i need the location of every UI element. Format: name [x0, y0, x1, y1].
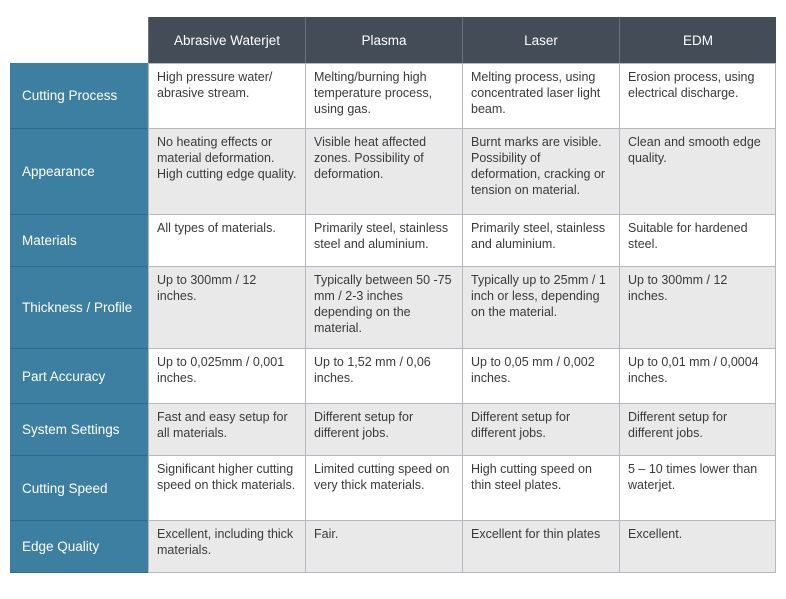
comparison-table [10, 17, 776, 573]
table-cell: Melting/burning high temperature process, using gas. [305, 63, 462, 129]
table-cell: All types of materials. [148, 215, 305, 267]
table-cell: 5 – 10 times lower than waterjet. [619, 456, 776, 521]
table-row [10, 63, 776, 129]
table-row [10, 456, 776, 521]
table-cell: Melting process, using concentrated laser light beam. [462, 63, 619, 129]
table-cell: Excellent for thin plates [462, 521, 619, 573]
table-cell: Different setup for different jobs. [305, 404, 462, 456]
table-cell: Up to 300mm / 12 inches. [619, 267, 776, 349]
table-cell: Different setup for different jobs. [619, 404, 776, 456]
empty-corner-cell [10, 17, 148, 63]
table-row [10, 129, 776, 215]
table-cell: Typically up to 25mm / 1 inch or less, depending on the material. [462, 267, 619, 349]
table-cell: Fair. [305, 521, 462, 573]
table-cell: Significant higher cutting speed on thick materials. [148, 456, 305, 521]
row-header-thickness-profile: Thickness / Profile [10, 267, 148, 349]
table-cell: Up to 1,52 mm / 0,06 inches. [305, 349, 462, 404]
table-row [10, 521, 776, 573]
table-cell: Typically between 50 -75 mm / 2-3 inches depending on the material. [305, 267, 462, 349]
row-header-cutting-speed: Cutting Speed [10, 456, 148, 521]
row-header-edge-quality: Edge Quality [10, 521, 148, 573]
table-cell: Suitable for hardened steel. [619, 215, 776, 267]
table-cell: Limited cutting speed on very thick materials. [305, 456, 462, 521]
header-row [10, 17, 776, 63]
row-header-part-accuracy: Part Accuracy [10, 349, 148, 404]
table-row [10, 404, 776, 456]
table-cell: Excellent, including thick materials. [148, 521, 305, 573]
table-row [10, 215, 776, 267]
table-cell: Up to 0,05 mm / 0,002 inches. [462, 349, 619, 404]
header-edm: EDM [619, 17, 776, 63]
table-cell: Up to 0,01 mm / 0,0004 inches. [619, 349, 776, 404]
table-row [10, 349, 776, 404]
row-header-appearance: Appearance [10, 129, 148, 215]
row-header-system-settings: System Settings [10, 404, 148, 456]
table-cell: High pressure water/ abrasive stream. [148, 63, 305, 129]
table-cell: Burnt marks are visible. Possibility of deformation, cracking or tension on material. [462, 129, 619, 215]
table-cell: High cutting speed on thin steel plates. [462, 456, 619, 521]
table-cell: Up to 300mm / 12 inches. [148, 267, 305, 349]
table-cell: Up to 0,025mm / 0,001 inches. [148, 349, 305, 404]
table-cell: Primarily steel, stainless steel and aluminium. [305, 215, 462, 267]
table-cell: Different setup for different jobs. [462, 404, 619, 456]
table-cell: Primarily steel, stainless and aluminium. [462, 215, 619, 267]
row-header-materials: Materials [10, 215, 148, 267]
header-abrasive-waterjet: Abrasive Waterjet [148, 17, 305, 63]
table-cell: No heating effects or material deformation. High cutting edge quality. [148, 129, 305, 215]
table-cell: Excellent. [619, 521, 776, 573]
header-plasma: Plasma [305, 17, 462, 63]
table-row [10, 267, 776, 349]
header-laser: Laser [462, 17, 619, 63]
table-cell: Erosion process, using electrical discharge. [619, 63, 776, 129]
table-cell: Clean and smooth edge quality. [619, 129, 776, 215]
row-header-cutting-process: Cutting Process [10, 63, 148, 129]
table-cell: Fast and easy setup for all materials. [148, 404, 305, 456]
table-cell: Visible heat affected zones. Possibility of deformation. [305, 129, 462, 215]
